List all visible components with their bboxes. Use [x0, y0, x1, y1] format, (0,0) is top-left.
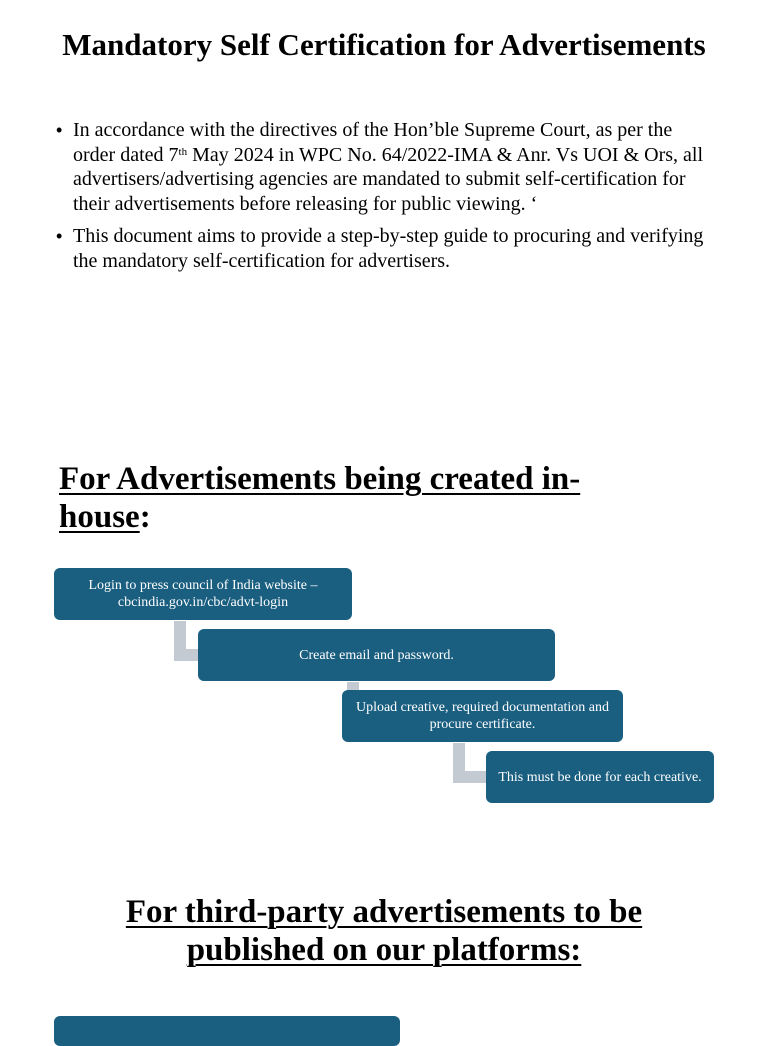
bullet-marker: •	[56, 226, 63, 246]
bullet-marker: •	[56, 120, 63, 140]
step-connector-horizontal	[453, 771, 489, 783]
step-text-create-account: Create email and password.	[299, 647, 454, 663]
section-heading-inhouse-suffix: :	[139, 499, 151, 535]
step-box-upload-creative	[342, 690, 623, 742]
bullet-item-purpose	[56, 224, 716, 273]
bullet-text-purpose: This document aims to provide a step-by-step guide to procuring and verifying the mandatory self-certification for advertisers.	[73, 225, 704, 272]
bullet-text-directive-start: In accordance with the directives of the Hon’ble Supreme Court, as per the order dated 7	[73, 119, 673, 166]
section-heading-third-party-text: For third-party advertisements to be published on our platforms:	[125, 894, 643, 968]
ordinal-suffix: th	[178, 145, 188, 158]
step-box-each-creative	[486, 751, 714, 803]
section-heading-third-party	[60, 893, 708, 969]
step-text-upload-creative: Upload creative, required documentation and procure certificate.	[355, 700, 610, 732]
step-box-login	[54, 568, 352, 620]
step-box-create-account	[198, 629, 555, 681]
section-heading-inhouse	[59, 460, 659, 536]
step-box-third-party-partial	[54, 1016, 400, 1046]
page-title: Mandatory Self Certification for Advertisements	[62, 27, 706, 62]
step-text-each-creative: This must be done for each creative.	[498, 769, 702, 785]
bullet-text-directive-end: May 2024 in WPC No. 64/2022-IMA & Anr. Vs UOI & Ors, all advertisers/advertising agencies are mandated to submit self-certification for their advertisements before releasing for public viewing. ‘	[73, 143, 704, 215]
bullet-item-directive	[56, 118, 716, 216]
intro-bullet-list	[56, 118, 716, 281]
step-text-login: Login to press council of India website – cbcindia.gov.in/cbc/advt-login	[88, 578, 318, 610]
section-heading-inhouse-text: For Advertisements being created in-house	[59, 461, 581, 535]
